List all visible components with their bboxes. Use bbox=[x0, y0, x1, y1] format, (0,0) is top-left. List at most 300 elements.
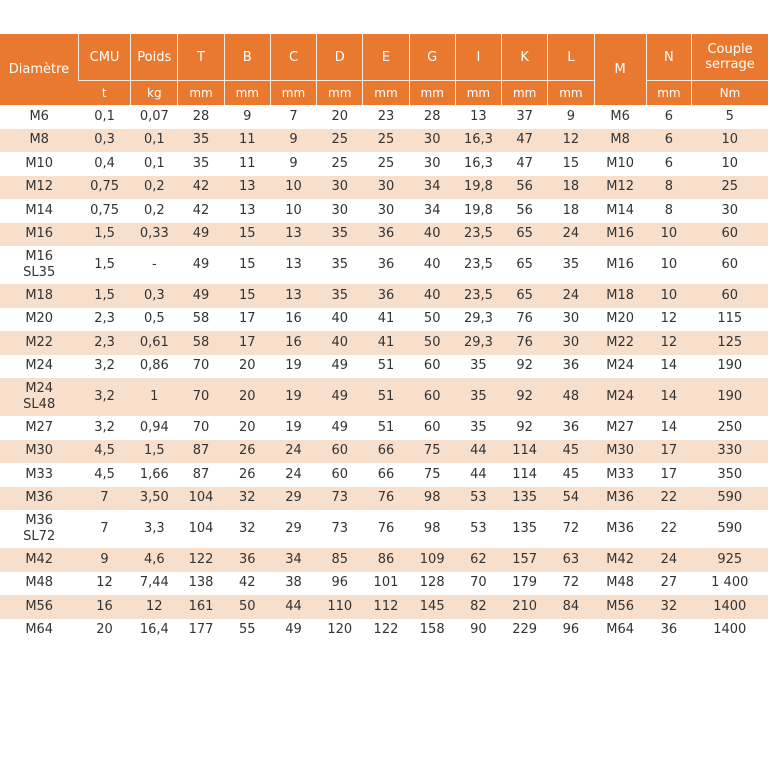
table-cell: 28 bbox=[192, 108, 210, 124]
table-cell: M22 bbox=[594, 331, 646, 355]
table-cell: 40 bbox=[409, 284, 455, 308]
table-cell: 16 bbox=[78, 595, 130, 619]
table-cell: 30 bbox=[721, 202, 739, 218]
table-cell: M33 bbox=[25, 466, 54, 482]
table-cell: 14 bbox=[660, 358, 678, 374]
table-cell: 9 bbox=[566, 108, 576, 124]
table-cell: 3,3 bbox=[143, 521, 165, 536]
table-cell: M10 bbox=[25, 155, 54, 171]
table-cell: 30 bbox=[363, 176, 409, 200]
table-cell: 0,61 bbox=[131, 331, 178, 355]
unit-t: mm bbox=[178, 81, 224, 106]
table-cell: 0,07 bbox=[139, 108, 169, 124]
table-cell: 37 bbox=[516, 108, 533, 124]
unit-n: mm bbox=[646, 81, 691, 106]
table-cell: 30 bbox=[331, 202, 348, 218]
table-cell: 60 bbox=[692, 284, 768, 308]
table-cell: 190 bbox=[717, 358, 743, 374]
table-cell: 10 bbox=[270, 176, 316, 200]
table-cell: 35 bbox=[455, 378, 501, 416]
table-cell: M64 bbox=[606, 622, 635, 638]
table-cell: 26 bbox=[238, 466, 256, 482]
table-row bbox=[0, 510, 768, 548]
table-cell: 104 bbox=[188, 521, 214, 536]
table-cell: 90 bbox=[470, 622, 487, 638]
table-cell: 24 bbox=[270, 440, 316, 464]
table-cell: 49 bbox=[331, 358, 348, 374]
unit-poids: kg bbox=[131, 81, 178, 106]
table-cell: 30 bbox=[548, 331, 594, 355]
table-cell: 73 bbox=[317, 487, 363, 511]
table-row bbox=[0, 308, 768, 332]
table-cell: 35 bbox=[192, 155, 210, 171]
table-cell: 177 bbox=[188, 622, 214, 638]
table-cell: 87 bbox=[178, 440, 224, 464]
table-cell: 925 bbox=[692, 548, 768, 572]
table-cell: 44 bbox=[470, 466, 487, 482]
table-cell: 135 bbox=[512, 521, 538, 536]
table-row bbox=[0, 440, 768, 464]
table-cell: 35 bbox=[317, 223, 363, 247]
header-row bbox=[0, 34, 768, 81]
table-cell: 49 bbox=[178, 284, 224, 308]
table-cell: M8 bbox=[0, 129, 78, 153]
unit-c: mm bbox=[270, 81, 316, 106]
table-cell: 7 bbox=[100, 521, 109, 536]
table-cell: 15 bbox=[224, 284, 270, 308]
table-cell: 63 bbox=[548, 548, 594, 572]
table-cell: 22 bbox=[660, 521, 678, 536]
table-cell: M64 bbox=[25, 622, 54, 638]
table-row bbox=[0, 378, 768, 416]
table-cell: 10 bbox=[692, 129, 768, 153]
table-cell: 13 bbox=[224, 176, 270, 200]
table-cell: M30 bbox=[594, 440, 646, 464]
table-cell: 12 bbox=[646, 331, 691, 355]
table-cell: 330 bbox=[692, 440, 768, 464]
unit-d: mm bbox=[317, 81, 363, 106]
col-header-m: M bbox=[594, 34, 646, 105]
spec-table bbox=[0, 34, 768, 642]
table-cell: 65 bbox=[502, 284, 548, 308]
table-cell: M36 bbox=[606, 521, 635, 536]
table-cell: 190 bbox=[692, 378, 768, 416]
unit-l: mm bbox=[548, 81, 594, 106]
table-cell: 19 bbox=[270, 378, 316, 416]
table-cell: M56 bbox=[0, 595, 78, 619]
table-cell: M33 bbox=[606, 466, 635, 482]
table-cell: 1400 bbox=[713, 622, 747, 638]
table-cell: 36 bbox=[224, 548, 270, 572]
table-cell: M36 SL72 bbox=[23, 513, 56, 544]
table-cell: 2,3 bbox=[78, 331, 130, 355]
table-cell: 0,5 bbox=[143, 311, 165, 327]
table-cell: 17 bbox=[660, 466, 678, 482]
table-cell: 5 bbox=[725, 108, 734, 124]
table-cell: 114 bbox=[512, 466, 538, 482]
table-cell: 24 bbox=[646, 548, 691, 572]
table-cell: 92 bbox=[516, 419, 533, 435]
table-cell: M24 bbox=[25, 358, 54, 374]
table-cell: 25 bbox=[692, 176, 768, 200]
table-cell: M16 bbox=[0, 223, 78, 247]
units-row bbox=[0, 81, 768, 106]
table-cell: 60 bbox=[721, 257, 739, 272]
table-cell: 23,5 bbox=[455, 284, 501, 308]
table-cell: 161 bbox=[178, 595, 224, 619]
table-cell: M24 bbox=[606, 358, 635, 374]
table-cell: 0,3 bbox=[131, 284, 178, 308]
table-cell: 138 bbox=[188, 575, 214, 591]
table-cell: M27 bbox=[25, 419, 54, 435]
table-cell: 40 bbox=[331, 311, 348, 327]
table-cell: 32 bbox=[646, 595, 691, 619]
table-cell: 49 bbox=[192, 257, 210, 272]
table-cell: 22 bbox=[646, 487, 691, 511]
col-header-n: N bbox=[646, 34, 691, 81]
table-cell: 35 bbox=[317, 284, 363, 308]
table-cell: 4,5 bbox=[78, 440, 130, 464]
table-cell: 40 bbox=[317, 331, 363, 355]
table-row bbox=[0, 487, 768, 511]
table-cell: 72 bbox=[562, 575, 580, 591]
table-cell: M18 bbox=[0, 284, 78, 308]
col-header-k: K bbox=[502, 34, 548, 81]
table-row bbox=[0, 152, 768, 176]
table-cell: 51 bbox=[363, 378, 409, 416]
table-cell: 30 bbox=[409, 129, 455, 153]
table-cell: 30 bbox=[377, 202, 395, 218]
col-header-poids: Poids bbox=[131, 34, 178, 81]
table-cell: 60 bbox=[317, 440, 363, 464]
table-cell: 98 bbox=[409, 487, 455, 511]
table-cell: 35 bbox=[178, 129, 224, 153]
table-cell: 76 bbox=[363, 487, 409, 511]
table-cell: 18 bbox=[548, 176, 594, 200]
table-cell: 24 bbox=[285, 466, 302, 482]
table-cell: 20 bbox=[331, 108, 348, 124]
table-cell: 114 bbox=[502, 440, 548, 464]
col-header-diametre: Diamètre bbox=[0, 34, 78, 105]
table-cell: 6 bbox=[664, 155, 674, 171]
table-cell: 56 bbox=[502, 176, 548, 200]
table-cell: M48 bbox=[25, 575, 54, 591]
table-cell: 40 bbox=[409, 223, 455, 247]
table-cell: 125 bbox=[692, 331, 768, 355]
table-cell: 70 bbox=[178, 378, 224, 416]
table-cell: 82 bbox=[455, 595, 501, 619]
table-row bbox=[0, 595, 768, 619]
table-cell: 17 bbox=[646, 440, 691, 464]
table-cell: M22 bbox=[0, 331, 78, 355]
table-cell: 76 bbox=[516, 311, 533, 327]
table-cell: 14 bbox=[646, 378, 691, 416]
table-cell: 55 bbox=[238, 622, 256, 638]
table-cell: 54 bbox=[548, 487, 594, 511]
table-cell: M8 bbox=[594, 129, 646, 153]
table-cell: 66 bbox=[377, 466, 395, 482]
table-cell: 23,5 bbox=[463, 257, 493, 272]
table-cell: 3,2 bbox=[94, 358, 115, 374]
table-cell: 250 bbox=[717, 419, 743, 435]
table-cell: 8 bbox=[646, 176, 691, 200]
col-header-g: G bbox=[409, 34, 455, 81]
table-cell: 76 bbox=[377, 521, 395, 536]
table-cell: 210 bbox=[502, 595, 548, 619]
table-cell: 16,3 bbox=[455, 129, 501, 153]
table-cell: 1 400 bbox=[711, 575, 749, 591]
table-cell: 24 bbox=[548, 223, 594, 247]
table-cell: 19 bbox=[285, 358, 302, 374]
table-cell: 12 bbox=[660, 311, 678, 327]
table-cell: 3,2 bbox=[94, 419, 115, 435]
table-cell: 76 bbox=[502, 331, 548, 355]
table-cell: 8 bbox=[664, 202, 674, 218]
table-cell: 51 bbox=[377, 419, 395, 435]
table-cell: 0,75 bbox=[78, 176, 130, 200]
table-cell: 0,1 bbox=[143, 155, 165, 171]
table-body bbox=[0, 105, 768, 642]
table-cell: 122 bbox=[373, 622, 399, 638]
table-cell: 36 bbox=[363, 223, 409, 247]
table-cell: 135 bbox=[502, 487, 548, 511]
table-cell: M10 bbox=[606, 155, 635, 171]
table-cell: 10 bbox=[285, 202, 302, 218]
col-header-couple-serrage: Couple serrage bbox=[692, 34, 768, 81]
table-cell: M36 bbox=[594, 487, 646, 511]
unit-b: mm bbox=[224, 81, 270, 106]
table-cell: 10 bbox=[646, 223, 691, 247]
table-cell: 96 bbox=[562, 622, 580, 638]
table-cell: 58 bbox=[192, 311, 210, 327]
table-row bbox=[0, 199, 768, 223]
table-cell: 29 bbox=[270, 487, 316, 511]
table-cell: M36 bbox=[0, 487, 78, 511]
table-row bbox=[0, 223, 768, 247]
table-cell: 60 bbox=[409, 378, 455, 416]
table-cell: 23 bbox=[377, 108, 395, 124]
table-cell: 45 bbox=[562, 466, 580, 482]
table-cell: 30 bbox=[423, 155, 441, 171]
table-cell: 9 bbox=[243, 108, 252, 124]
table-cell: M14 bbox=[25, 202, 54, 218]
table-row bbox=[0, 331, 768, 355]
table-cell: 1400 bbox=[692, 595, 768, 619]
table-cell: 16 bbox=[270, 331, 316, 355]
table-cell: 12 bbox=[96, 575, 113, 591]
table-cell: 35 bbox=[562, 257, 580, 272]
table-cell: 36 bbox=[562, 358, 580, 374]
table-cell: 128 bbox=[419, 575, 445, 591]
table-cell: 0,1 bbox=[94, 108, 115, 124]
table-cell: 0,2 bbox=[143, 202, 165, 218]
table-cell: 1,5 bbox=[78, 284, 130, 308]
table-row bbox=[0, 463, 768, 487]
table-row bbox=[0, 105, 768, 129]
table-cell: M20 bbox=[606, 311, 635, 327]
table-cell: 32 bbox=[238, 521, 256, 536]
table-cell: 96 bbox=[331, 575, 348, 591]
table-cell: 3,50 bbox=[131, 487, 178, 511]
table-cell: 87 bbox=[192, 466, 210, 482]
table-cell: 65 bbox=[516, 257, 533, 272]
table-cell: 1,5 bbox=[94, 257, 115, 272]
table-cell: 53 bbox=[455, 487, 501, 511]
col-header-l: L bbox=[548, 34, 594, 81]
table-cell: 0,94 bbox=[139, 419, 169, 435]
table-cell: 1 bbox=[131, 378, 178, 416]
table-cell: 20 bbox=[238, 419, 256, 435]
table-cell: 7,44 bbox=[139, 575, 169, 591]
table-cell: M42 bbox=[0, 548, 78, 572]
table-cell: 158 bbox=[419, 622, 445, 638]
col-header-b: B bbox=[224, 34, 270, 81]
table-cell: 590 bbox=[692, 487, 768, 511]
table-cell: 1,66 bbox=[139, 466, 169, 482]
table-cell: 19,8 bbox=[463, 202, 493, 218]
table-cell: 157 bbox=[502, 548, 548, 572]
col-header-cmu: CMU bbox=[78, 34, 130, 81]
table-cell: 51 bbox=[377, 358, 395, 374]
table-cell: 109 bbox=[409, 548, 455, 572]
table-cell: 179 bbox=[512, 575, 538, 591]
table-cell: 35 bbox=[470, 419, 487, 435]
table-cell: M20 bbox=[25, 311, 54, 327]
table-cell: 0,75 bbox=[90, 202, 120, 218]
table-cell: M16 bbox=[606, 257, 635, 272]
table-cell: 0,86 bbox=[139, 358, 169, 374]
table-cell: 12 bbox=[548, 129, 594, 153]
table-cell: 72 bbox=[562, 521, 580, 536]
table-cell: 42 bbox=[192, 202, 210, 218]
table-cell: 75 bbox=[423, 466, 441, 482]
table-cell: M30 bbox=[0, 440, 78, 464]
table-cell: 20 bbox=[238, 358, 256, 374]
table-cell: 18 bbox=[562, 202, 580, 218]
table-row bbox=[0, 355, 768, 379]
table-cell: 145 bbox=[409, 595, 455, 619]
table-cell: 29 bbox=[285, 521, 302, 536]
unit-g: mm bbox=[409, 81, 455, 106]
unit-i: mm bbox=[455, 81, 501, 106]
table-cell: 27 bbox=[660, 575, 678, 591]
table-cell: 6 bbox=[646, 129, 691, 153]
table-cell: 50 bbox=[409, 331, 455, 355]
table-cell: M16 SL35 bbox=[23, 249, 56, 280]
table-row bbox=[0, 548, 768, 572]
table-cell: 25 bbox=[377, 155, 395, 171]
table-cell: 49 bbox=[317, 378, 363, 416]
table-cell: 49 bbox=[331, 419, 348, 435]
table-cell: 4,6 bbox=[131, 548, 178, 572]
table-cell: 20 bbox=[224, 378, 270, 416]
table-cell: 20 bbox=[96, 622, 113, 638]
table-cell: 11 bbox=[238, 155, 256, 171]
unit-couple: Nm bbox=[692, 81, 768, 106]
table-cell: 0,4 bbox=[94, 155, 115, 171]
table-cell: M14 bbox=[606, 202, 635, 218]
table-row bbox=[0, 129, 768, 153]
table-cell: M24 SL48 bbox=[0, 378, 78, 416]
table-cell: 70 bbox=[192, 419, 210, 435]
table-cell: 70 bbox=[470, 575, 487, 591]
table-cell: 4,5 bbox=[94, 466, 115, 482]
table-cell: 23,5 bbox=[455, 223, 501, 247]
table-cell: 84 bbox=[548, 595, 594, 619]
table-cell: 10 bbox=[721, 155, 739, 171]
table-cell: 7 bbox=[78, 487, 130, 511]
table-cell: 350 bbox=[717, 466, 743, 482]
table-cell: 2,3 bbox=[94, 311, 115, 327]
table-cell: M16 bbox=[594, 223, 646, 247]
unit-k: mm bbox=[502, 81, 548, 106]
table-cell: 17 bbox=[238, 311, 256, 327]
table-cell: 29,3 bbox=[455, 331, 501, 355]
table-cell: 85 bbox=[317, 548, 363, 572]
table-cell: 36 bbox=[377, 257, 395, 272]
table-cell: 1,5 bbox=[131, 440, 178, 464]
table-cell: 92 bbox=[516, 358, 533, 374]
table-cell: 0,3 bbox=[78, 129, 130, 153]
table-cell: 36 bbox=[363, 284, 409, 308]
table-cell: 38 bbox=[285, 575, 302, 591]
table-cell: 101 bbox=[373, 575, 399, 591]
table-cell: 50 bbox=[224, 595, 270, 619]
table-cell: 35 bbox=[331, 257, 348, 272]
table-cell: 104 bbox=[178, 487, 224, 511]
table-row bbox=[0, 619, 768, 643]
table-cell: M12 bbox=[594, 176, 646, 200]
table-cell: M6 bbox=[610, 108, 630, 124]
table-cell: M56 bbox=[594, 595, 646, 619]
table-header bbox=[0, 34, 768, 105]
table-cell: 60 bbox=[423, 358, 441, 374]
col-header-e: E bbox=[363, 34, 409, 81]
table-cell: 49 bbox=[178, 223, 224, 247]
table-cell: 6 bbox=[664, 108, 674, 124]
table-cell: 50 bbox=[423, 311, 441, 327]
table-cell: 60 bbox=[423, 419, 441, 435]
table-cell: 34 bbox=[409, 176, 455, 200]
table-cell: 49 bbox=[285, 622, 302, 638]
table-cell: 19 bbox=[285, 419, 302, 435]
table-cell: 17 bbox=[224, 331, 270, 355]
table-cell: 16,3 bbox=[463, 155, 493, 171]
table-cell: 60 bbox=[331, 466, 348, 482]
table-cell: 0,1 bbox=[131, 129, 178, 153]
table-cell: 0,33 bbox=[131, 223, 178, 247]
table-cell: 86 bbox=[363, 548, 409, 572]
table-cell: 36 bbox=[660, 622, 678, 638]
table-cell: 34 bbox=[423, 202, 441, 218]
table-cell: 13 bbox=[238, 202, 256, 218]
table-cell: 12 bbox=[131, 595, 178, 619]
table-cell: 44 bbox=[270, 595, 316, 619]
table-cell: 75 bbox=[409, 440, 455, 464]
table-cell: 120 bbox=[327, 622, 353, 638]
table-cell: 15 bbox=[224, 223, 270, 247]
table-cell: 56 bbox=[516, 202, 533, 218]
table-cell: 24 bbox=[548, 284, 594, 308]
table-row bbox=[0, 284, 768, 308]
table-row bbox=[0, 572, 768, 596]
table-cell: 11 bbox=[224, 129, 270, 153]
unit-e: mm bbox=[363, 81, 409, 106]
table-cell: 1,5 bbox=[78, 223, 130, 247]
table-cell: 40 bbox=[423, 257, 441, 272]
table-cell: 13 bbox=[285, 257, 302, 272]
table-cell: 35 bbox=[470, 358, 487, 374]
